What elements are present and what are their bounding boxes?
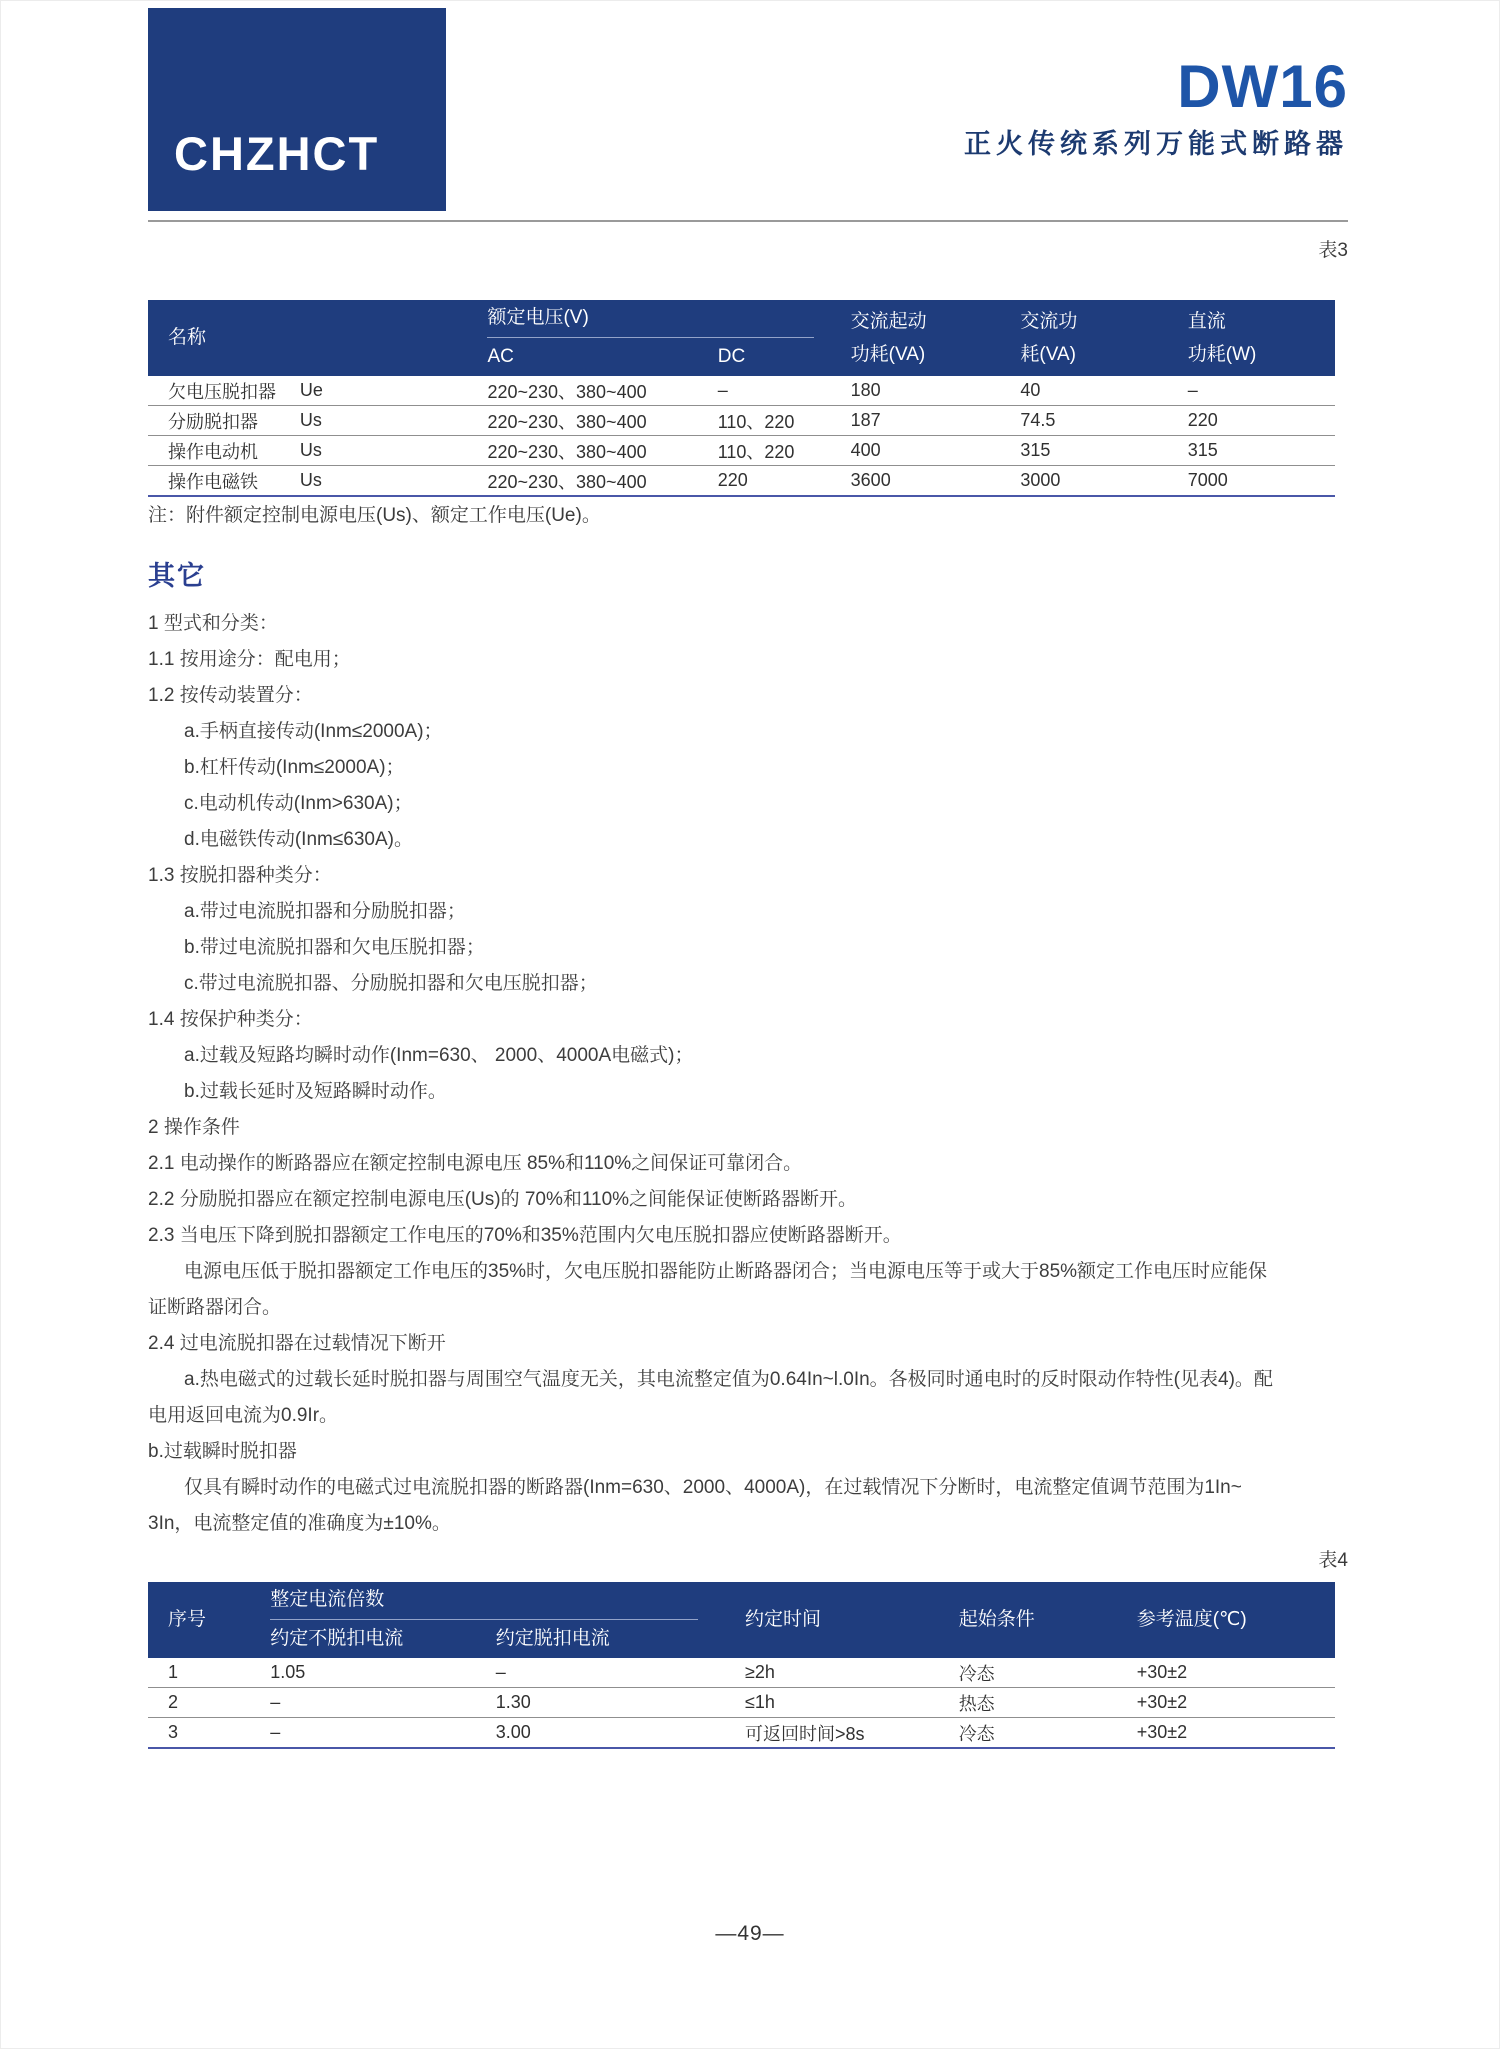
body-line: b.杠杆传动(Inm≤2000A)； xyxy=(184,757,405,778)
body-line: 2.2 分励脱扣器应在额定控制电源电压(Us)的 70%和110%之间能保证使断路器断开。 xyxy=(148,1189,858,1210)
table3 xyxy=(148,300,1335,497)
table3-col-ac: AC xyxy=(487,345,514,367)
cell-dc: 220 xyxy=(718,466,851,497)
table3-body xyxy=(148,376,1335,496)
body-line: 1.1 按用途分：配电用； xyxy=(148,649,351,670)
cell-ac_start: 187 xyxy=(851,406,1021,436)
cell-name: 欠电压脱扣器 xyxy=(168,381,276,402)
table3-col-ac-power: 交流功 耗(VA) xyxy=(1020,311,1078,365)
body-line: 3In，电流整定值的准确度为±10%。 xyxy=(148,1513,451,1534)
body-line: 电源电压低于脱扣器额定工作电压的35%时，欠电压脱扣器能防止断路器闭合；当电源电压等于或大于85%额定工作电压时应能保 xyxy=(184,1261,1268,1282)
cell-trip: – xyxy=(495,1662,506,1682)
cell-symbol: Us xyxy=(300,466,488,497)
cell-time: 可返回时间>8s xyxy=(745,1718,959,1749)
cell-no: 3 xyxy=(148,1718,270,1749)
cell-ac: 220~230、380~400 xyxy=(487,466,717,497)
cell-dc_power: – xyxy=(1187,380,1198,400)
cell-ac_start: 3600 xyxy=(851,466,1021,497)
cell-temperature: +30±2 xyxy=(1137,1718,1335,1749)
table4-col-non-trip: 约定不脱扣电流 xyxy=(270,1627,404,1649)
table-row xyxy=(148,1658,1335,1688)
cell-ac_power: 74.5 xyxy=(1020,406,1187,436)
cell-non_trip: 1.05 xyxy=(270,1662,306,1682)
body-line: d.电磁铁传动(Inm≤630A)。 xyxy=(184,829,413,850)
body-line: 2 操作条件 xyxy=(148,1117,240,1138)
table3-col-dc-power: 直流 功耗(W) xyxy=(1187,311,1257,365)
table3-tag: 表3 xyxy=(1318,240,1348,261)
cell-trip: 1.30 xyxy=(496,1688,745,1718)
table4-col-temperature: 参考温度(℃) xyxy=(1136,1608,1247,1630)
table-row xyxy=(148,1718,1335,1749)
body-line: 证断路器闭合。 xyxy=(148,1297,282,1318)
body-line: a.手柄直接传动(Inm≤2000A)； xyxy=(184,721,443,742)
table-row xyxy=(148,1688,1335,1718)
body-line: b.过载长延时及短路瞬时动作。 xyxy=(184,1081,447,1102)
table4-col-condition: 起始条件 xyxy=(958,1608,1035,1630)
body-line: c.电动机传动(Inm>630A)； xyxy=(184,793,413,814)
table4-col-multiple-group: 整定电流倍数 xyxy=(270,1582,745,1620)
table-row xyxy=(148,406,1335,436)
cell-dc_power: 7000 xyxy=(1188,466,1335,497)
table-row xyxy=(148,436,1335,466)
cell-ac_start: 400 xyxy=(851,436,1021,466)
product-model: DW16 xyxy=(1177,53,1348,120)
cell-symbol: Ue xyxy=(299,380,323,400)
cell-no: 1 xyxy=(168,1662,179,1682)
title-block xyxy=(964,53,1348,161)
body-line: 仅具有瞬时动作的电磁式过电流脱扣器的断路器(Inm=630、2000、4000A)，在过载情况下分断时，电流整定值调节范围为1In~ xyxy=(184,1477,1242,1498)
cell-ac_power: 3000 xyxy=(1020,466,1187,497)
cell-trip: 3.00 xyxy=(496,1718,745,1749)
cell-time: ≤1h xyxy=(745,1688,959,1718)
body-line: 1 型式和分类： xyxy=(148,613,278,634)
table4-tag: 表4 xyxy=(1318,1550,1348,1571)
body-line: c.带过电流脱扣器、分励脱扣器和欠电压脱扣器； xyxy=(184,973,598,994)
logo-text: CHZHCT xyxy=(174,127,380,180)
body-line: a.带过电流脱扣器和分励脱扣器； xyxy=(184,901,466,922)
cell-ac_power: 40 xyxy=(1020,380,1041,400)
table4-col-trip: 约定脱扣电流 xyxy=(495,1627,610,1649)
cell-condition: 热态 xyxy=(959,1688,1137,1718)
body-line: b.带过电流脱扣器和欠电压脱扣器； xyxy=(184,937,485,958)
cell-dc: 110、220 xyxy=(718,406,851,436)
cell-ac: 220~230、380~400 xyxy=(487,406,717,436)
table3-header xyxy=(148,300,1335,376)
section-heading: 其它 xyxy=(148,561,206,591)
page-number: —49— xyxy=(715,1922,785,1945)
table4 xyxy=(148,1582,1335,1749)
table4-body xyxy=(148,1658,1335,1748)
table-row xyxy=(148,466,1335,497)
cell-symbol: Us xyxy=(300,436,488,466)
table4-col-time: 约定时间 xyxy=(745,1608,822,1630)
cell-name: 操作电动机 xyxy=(148,436,300,466)
cell-non_trip: – xyxy=(270,1718,496,1749)
header-divider xyxy=(148,220,1348,222)
cell-dc: 110、220 xyxy=(718,436,851,466)
table3-col-name: 名称 xyxy=(168,326,207,348)
cell-condition: 冷态 xyxy=(958,1663,995,1684)
body-line: 2.1 电动操作的断路器应在额定控制电源电压 85%和110%之间保证可靠闭合。 xyxy=(148,1153,803,1174)
cell-name: 操作电磁铁 xyxy=(148,466,300,497)
body-line: a.热电磁式的过载长延时脱扣器与周围空气温度无关，其电流整定值为0.64In~l.0In。各极同时通电时的反时限动作特性(见表4)。配 xyxy=(184,1369,1273,1390)
table-row xyxy=(148,376,1335,406)
logo xyxy=(148,8,446,211)
cell-time: ≥2h xyxy=(745,1662,775,1682)
product-subtitle: 正火传统系列万能式断路器 xyxy=(964,129,1348,159)
body-text xyxy=(148,606,1353,1542)
body-line: 1.2 按传动装置分： xyxy=(148,685,313,706)
table3-col-dc: DC xyxy=(717,345,746,367)
table3-col-ac-start: 交流起动 功耗(VA) xyxy=(850,311,927,365)
cell-ac: 220~230、380~400 xyxy=(487,436,717,466)
body-line: b.过载瞬时脱扣器 xyxy=(148,1441,297,1462)
cell-no: 2 xyxy=(148,1688,270,1718)
cell-temperature: +30±2 xyxy=(1137,1688,1335,1718)
body-line: 1.3 按脱扣器种类分： xyxy=(148,865,332,886)
body-line: 2.3 当电压下降到脱扣器额定工作电压的70%和35%范围内欠电压脱扣器应使断路器断开。 xyxy=(148,1225,902,1246)
cell-dc: – xyxy=(717,380,728,400)
table4-col-no: 序号 xyxy=(168,1608,207,1630)
body-line: 1.4 按保护种类分： xyxy=(148,1009,313,1030)
cell-ac_power: 315 xyxy=(1020,436,1187,466)
cell-dc_power: 315 xyxy=(1188,436,1335,466)
cell-ac_start: 180 xyxy=(850,380,881,400)
cell-condition: 冷态 xyxy=(959,1718,1137,1749)
cell-temperature: +30±2 xyxy=(1136,1662,1188,1682)
cell-symbol: Us xyxy=(300,406,488,436)
body-line: a.过载及短路均瞬时动作(Inm=630、 2000、4000A电磁式)； xyxy=(184,1045,694,1066)
cell-ac: 220~230、380~400 xyxy=(487,381,647,402)
table3-col-rated-voltage: 额定电压(V) xyxy=(487,300,850,338)
cell-name: 分励脱扣器 xyxy=(148,406,300,436)
table4-header xyxy=(148,1582,1335,1658)
cell-non_trip: – xyxy=(270,1688,496,1718)
cell-dc_power: 220 xyxy=(1188,406,1335,436)
body-line: 电用返回电流为0.9Ir。 xyxy=(148,1405,339,1426)
table3-note: 注：附件额定控制电源电压(Us)、额定工作电压(Ue)。 xyxy=(148,505,601,526)
body-line: 2.4 过电流脱扣器在过载情况下断开 xyxy=(148,1333,446,1354)
